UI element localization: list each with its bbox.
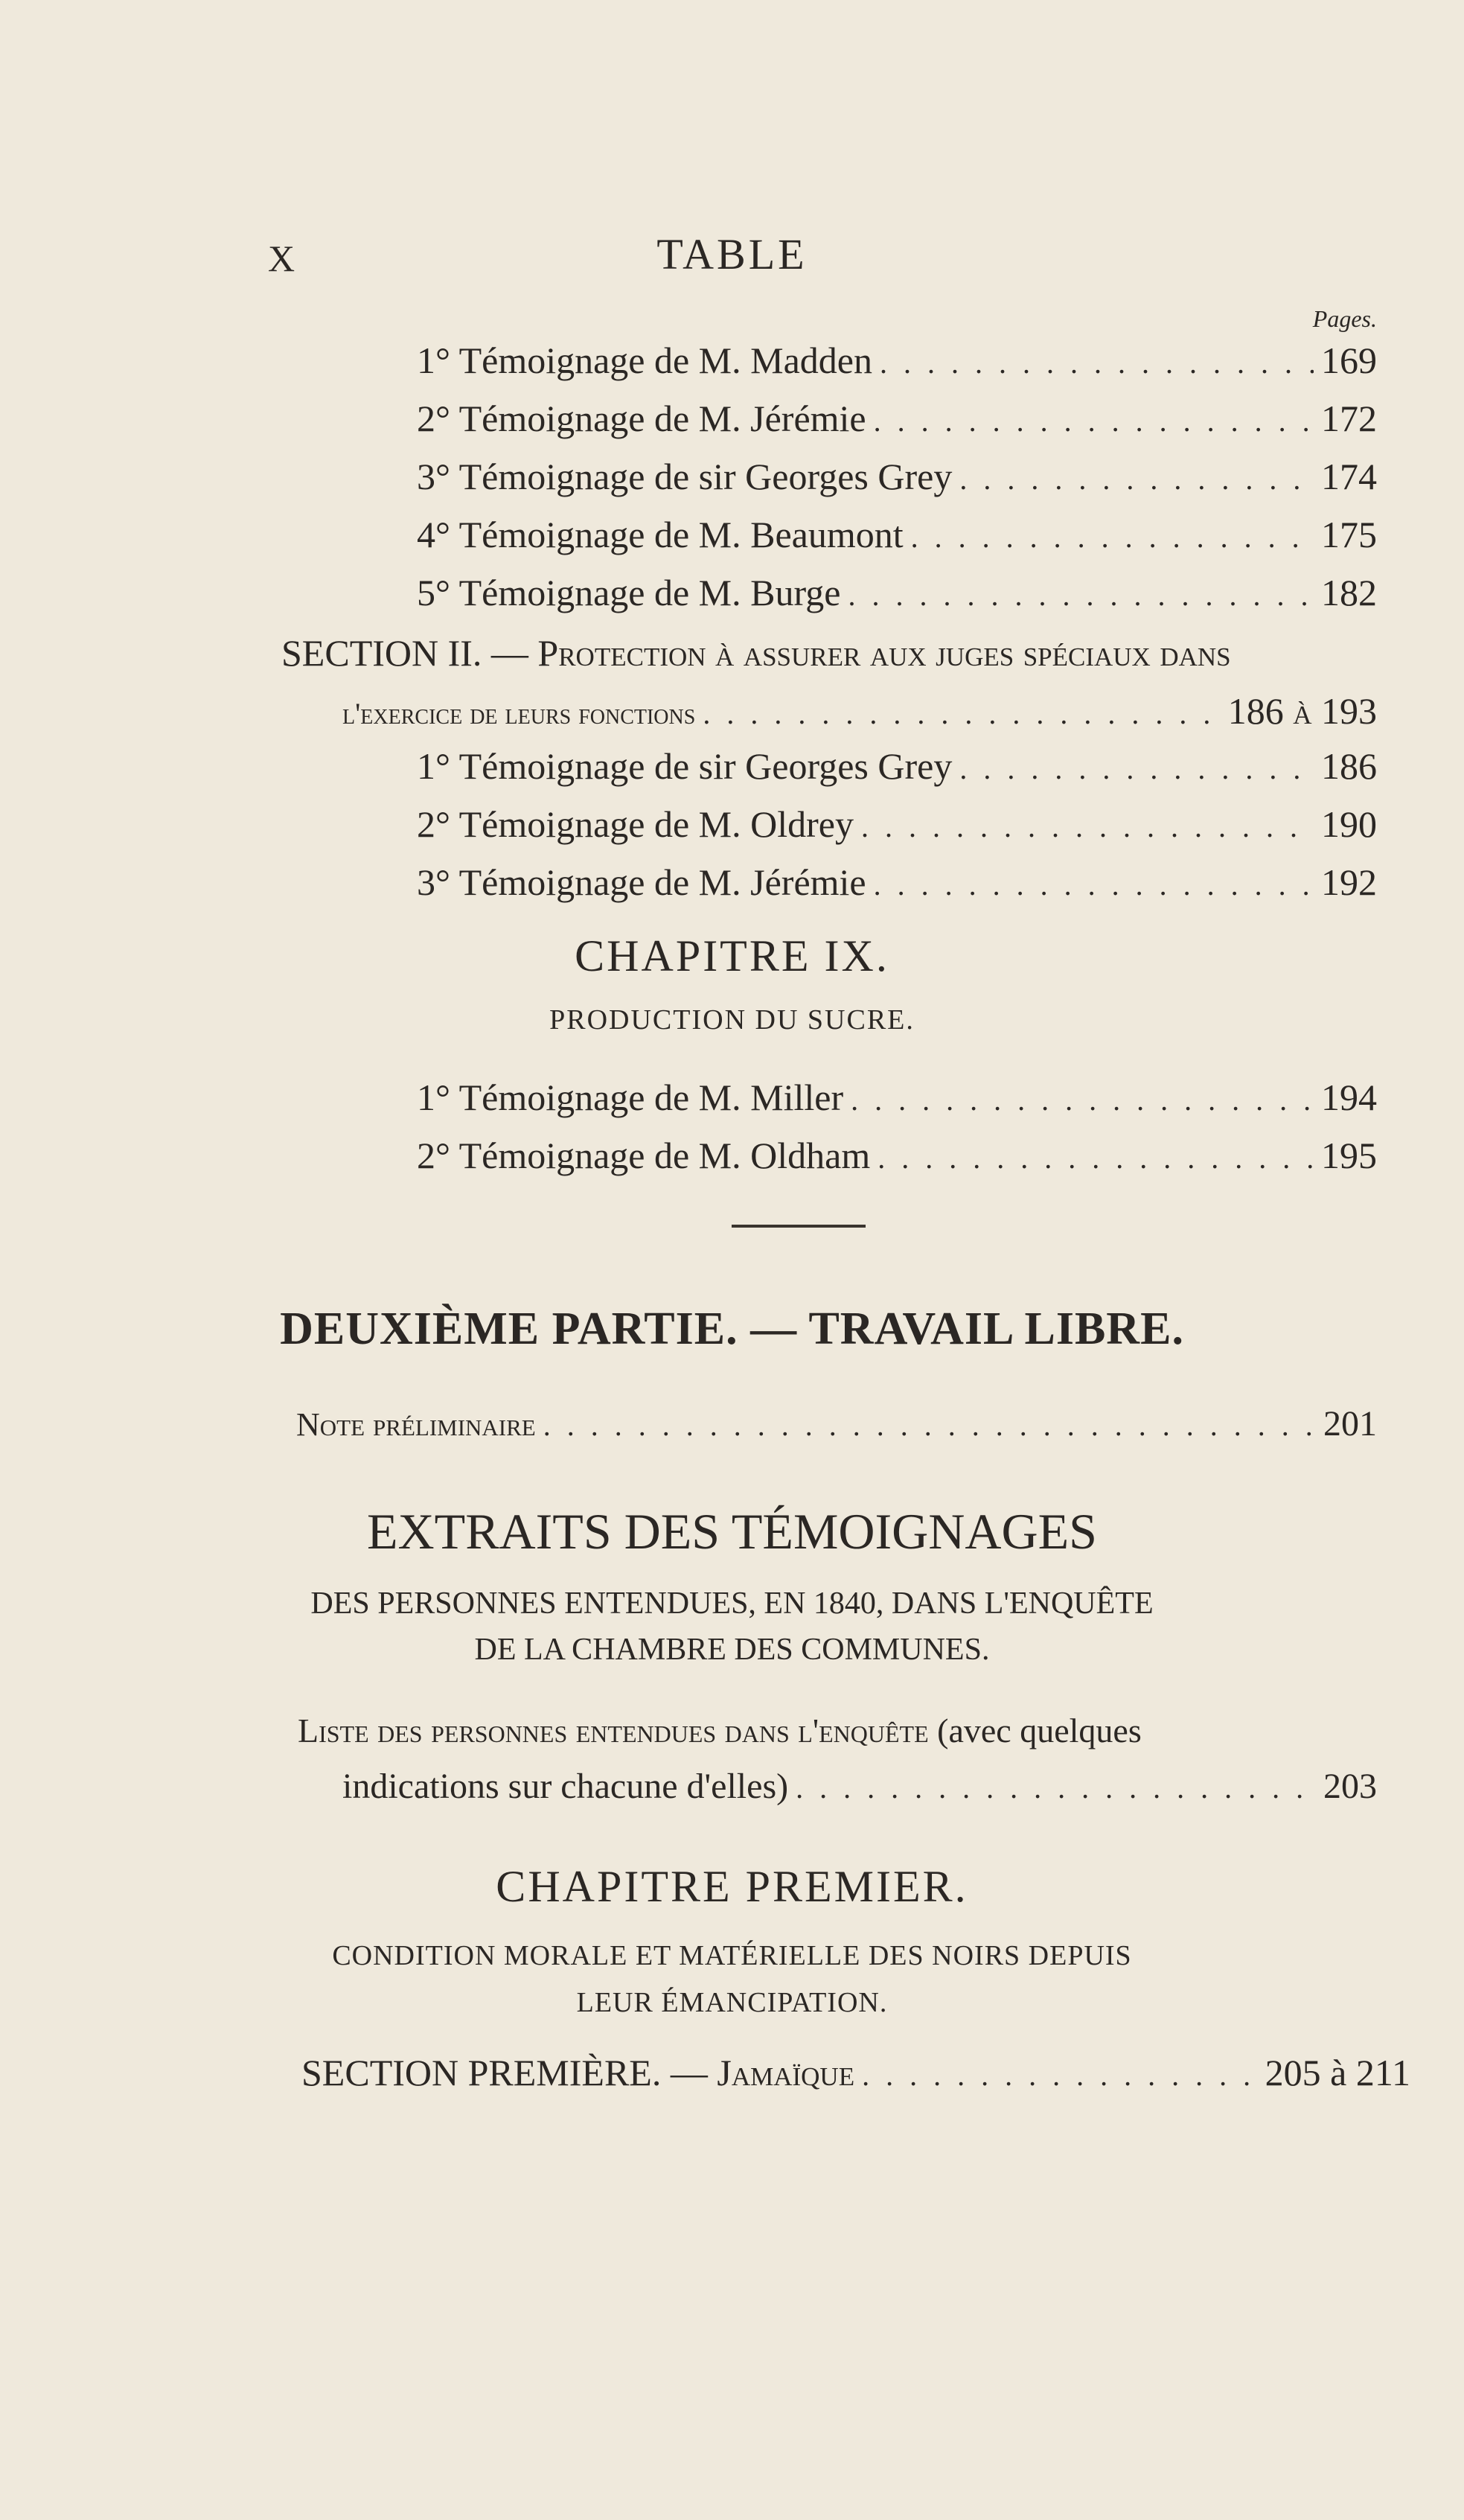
entry-title: 1° Témoignage de sir Georges Grey: [417, 745, 953, 787]
entry-title: 1° Témoignage de M. Miller: [417, 1076, 844, 1118]
leader-dots: [848, 578, 1314, 613]
chapter-ix-title: CHAPITRE IX.: [575, 931, 889, 980]
section-ii-subline: [342, 689, 1377, 733]
toc-entry: [417, 339, 1377, 382]
entry-page: 190: [1321, 803, 1377, 845]
section-ii-title: l'exercice de leurs fonctions: [342, 697, 696, 730]
extraits-title: EXTRAITS DES TÉMOIGNAGES: [367, 1503, 1097, 1560]
toc-entry: [417, 513, 1377, 556]
pages-column-header: Pages.: [1312, 305, 1377, 332]
chapter-ix-subtitle: PRODUCTION DU SUCRE.: [549, 1004, 915, 1036]
liste-continuation: indications sur chacune d'elles): [342, 1767, 789, 1806]
entry-title: 2° Témoignage de M. Jérémie: [417, 398, 866, 439]
leader-dots: [959, 462, 1314, 497]
section-premiere-title: Jamaïque: [717, 2052, 855, 2093]
liste-page: 203: [1323, 1767, 1377, 1806]
chapter-one-line-2: LEUR ÉMANCIPATION.: [576, 1987, 888, 2018]
section-ii-heading: SECTION II. — Protection à assurer aux juges spéciaux dans: [281, 632, 1231, 674]
section-ii-pages: 186 à 193: [1227, 690, 1377, 732]
entry-page: 172: [1321, 398, 1377, 439]
chapter-one-title: CHAPITRE PREMIER.: [496, 1862, 968, 1911]
note-title: Note préliminaire: [296, 1406, 536, 1443]
entry-title: 3° Témoignage de sir Georges Grey: [417, 456, 953, 497]
leader-dots: [703, 696, 1220, 731]
entry-page: 194: [1321, 1076, 1377, 1118]
leader-dots: [911, 520, 1314, 555]
leader-dots: [862, 2058, 1258, 2093]
leader-dots: [874, 403, 1314, 438]
note-page: 201: [1323, 1404, 1377, 1444]
section-premiere-pages: 205 à 211: [1265, 2052, 1410, 2093]
extraits-line-2: DE LA CHAMBRE DES COMMUNES.: [474, 1633, 990, 1667]
entry-title: 2° Témoignage de M. Oldham: [417, 1135, 871, 1176]
running-title: TABLE: [656, 230, 808, 278]
entry-title: 3° Témoignage de M. Jérémie: [417, 861, 866, 903]
toc-entry: [417, 1076, 1377, 1119]
leader-dots: [878, 1141, 1314, 1176]
entry-page: 174: [1321, 456, 1377, 497]
leader-dots: [880, 345, 1314, 380]
section-premiere-entry: [301, 2051, 1410, 2094]
entry-page: 186: [1321, 745, 1377, 787]
liste-title: Liste des personnes entendues dans l'enquête: [298, 1712, 929, 1749]
entry-page: 175: [1321, 514, 1377, 555]
entry-title: 5° Témoignage de M. Burge: [417, 572, 841, 613]
section-premiere-heading: SECTION PREMIÈRE. —: [301, 2052, 708, 2093]
entry-title: 2° Témoignage de M. Oldrey: [417, 803, 854, 845]
toc-entry: [417, 571, 1377, 614]
toc-entry: [417, 861, 1377, 904]
entry-page: 182: [1321, 572, 1377, 613]
part-two-title: DEUXIÈME PARTIE. — TRAVAIL LIBRE.: [280, 1304, 1184, 1354]
liste-line-2: [342, 1766, 1377, 1807]
entry-title: 4° Témoignage de M. Beaumont: [417, 514, 904, 555]
leader-dots: [874, 867, 1314, 902]
leader-dots: [543, 1408, 1316, 1443]
toc-entry: [417, 744, 1377, 788]
toc-entry-note: [296, 1403, 1377, 1444]
toc-entry: [417, 803, 1377, 846]
entry-page: 195: [1321, 1135, 1377, 1176]
toc-entry: [417, 1134, 1377, 1177]
entry-title: 1° Témoignage de M. Madden: [417, 339, 872, 381]
section-divider-rule: [732, 1225, 866, 1228]
entry-page: 192: [1321, 861, 1377, 903]
liste-line-1: [298, 1711, 1142, 1750]
toc-entry: [417, 397, 1377, 440]
entry-page: 169: [1321, 339, 1377, 381]
toc-entry: [417, 455, 1377, 498]
chapter-one-line-1: CONDITION MORALE ET MATÉRIELLE DES NOIRS DEPUIS: [332, 1940, 1132, 1971]
leader-dots: [851, 1082, 1314, 1117]
extraits-line-1: DES PERSONNES ENTENDUES, EN 1840, DANS L'ENQUÊTE: [310, 1586, 1154, 1621]
folio-number: X: [268, 237, 295, 279]
leader-dots: [861, 809, 1314, 844]
leader-dots: [959, 751, 1314, 786]
leader-dots: [796, 1770, 1316, 1805]
liste-title-rest: (avec quelques: [937, 1712, 1142, 1749]
